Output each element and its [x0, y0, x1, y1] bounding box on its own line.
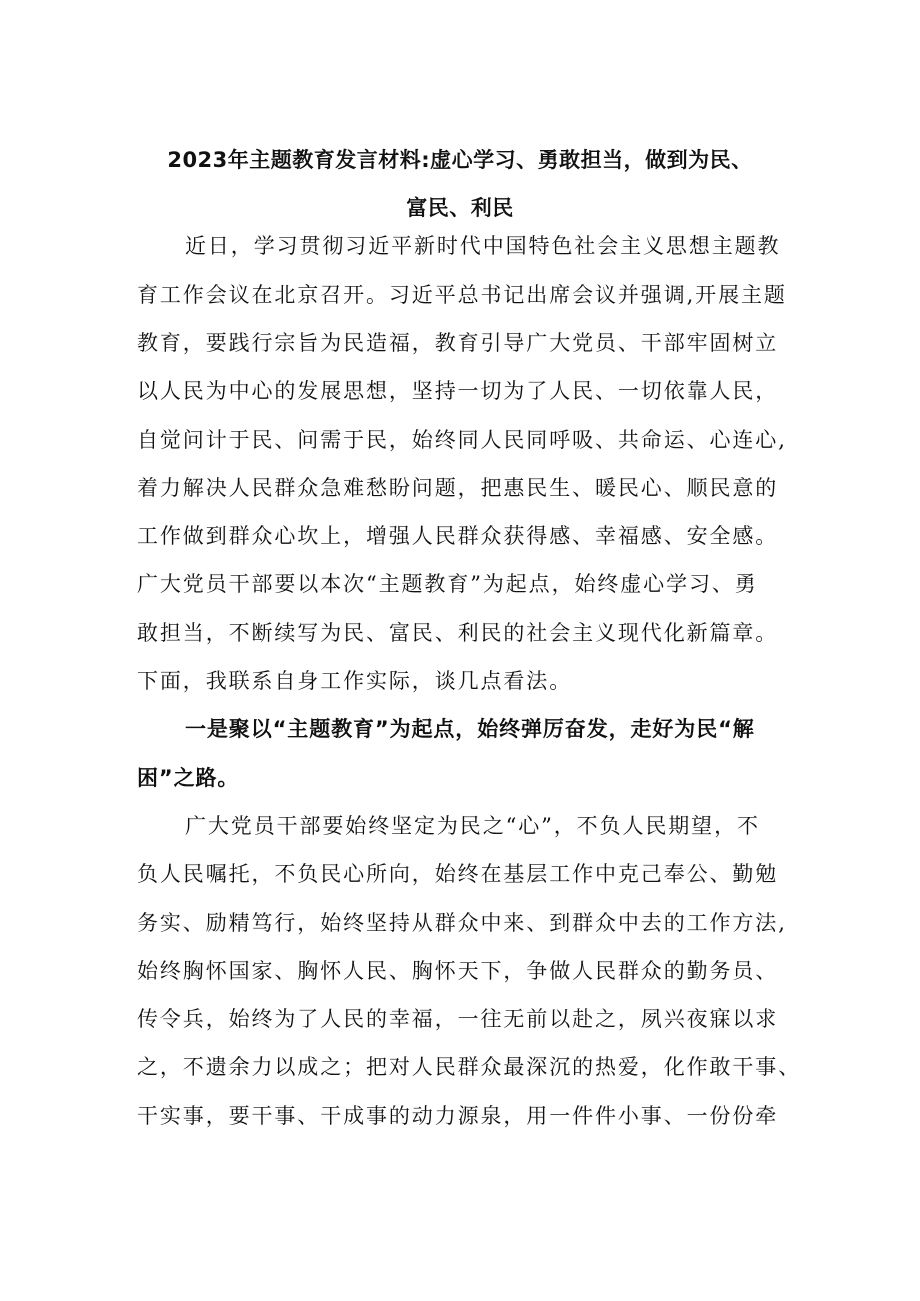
- paragraph-intro-line: 育工作会议在北京召开。习近平总书记出席会议并强调,开展主题: [137, 283, 787, 307]
- paragraph-intro-line: 以人民为中心的发展思想，坚持一切为了人民、一切依靠人民，: [137, 379, 779, 403]
- paragraph-body-line: 传令兵，始终为了人民的幸福，一往无前以赴之，夙兴夜寐以求: [137, 1007, 779, 1031]
- paragraph-body-line: 干实事，要干事、干成事的动力源泉，用一件件小事、一份份牵: [137, 1104, 779, 1128]
- paragraph-body-line: 广大党员干部要始终坚定为民之“心”，不负人民期望，不: [185, 814, 760, 838]
- section-heading-line: 困”之路。: [137, 766, 240, 790]
- paragraph-intro-line: 自觉问计于民、问需于民，始终同人民同呼吸、共命运、心连心,: [137, 428, 787, 452]
- paragraph-intro-line: 教育，要践行宗旨为民造福，教育引导广大党员、干部牢固树立: [137, 331, 779, 355]
- paragraph-body-line: 负人民嘱托，不负民心所向，始终在基层工作中克己奉公、勤勉: [137, 862, 779, 886]
- paragraph-intro-line: 工作做到群众心坎上，增强人民群众获得感、幸福感、安全感。: [137, 524, 779, 548]
- document-title-line-2: 富民、利民: [406, 196, 514, 220]
- paragraph-body-line: 务实、励精笃行，始终坚持从群众中来、到群众中去的工作方法,: [137, 911, 787, 935]
- paragraph-intro-line: 近日，学习贯彻习近平新时代中国特色社会主义思想主题教: [185, 234, 781, 258]
- paragraph-intro-line: 着力解决人民群众急难愁盼问题，把惠民生、暖民心、顺民意的: [137, 476, 779, 500]
- paragraph-intro-line: 敢担当，不断续写为民、富民、利民的社会主义现代化新篇章。: [137, 621, 779, 645]
- paragraph-intro-line: 下面，我联系自身工作实际，谈几点看法。: [137, 669, 573, 693]
- paragraph-intro-line: 广大党员干部要以本次“主题教育”为起点，始终虚心学习、勇: [137, 572, 758, 596]
- document-title-line-1: 2023年主题教育发言材料:虚心学习、勇敢担当，做到为民、: [167, 148, 753, 172]
- paragraph-body-line: 之，不遗余力以成之；把对人民群众最深沉的热爱，化作敢干事、: [137, 1055, 802, 1079]
- paragraph-body-line: 始终胸怀国家、胸怀人民、胸怀天下，争做人民群众的勤务员、: [137, 959, 779, 983]
- section-heading-line: 一是聚以“主题教育”为起点，始终弹厉奋发，走好为民“解: [185, 717, 755, 741]
